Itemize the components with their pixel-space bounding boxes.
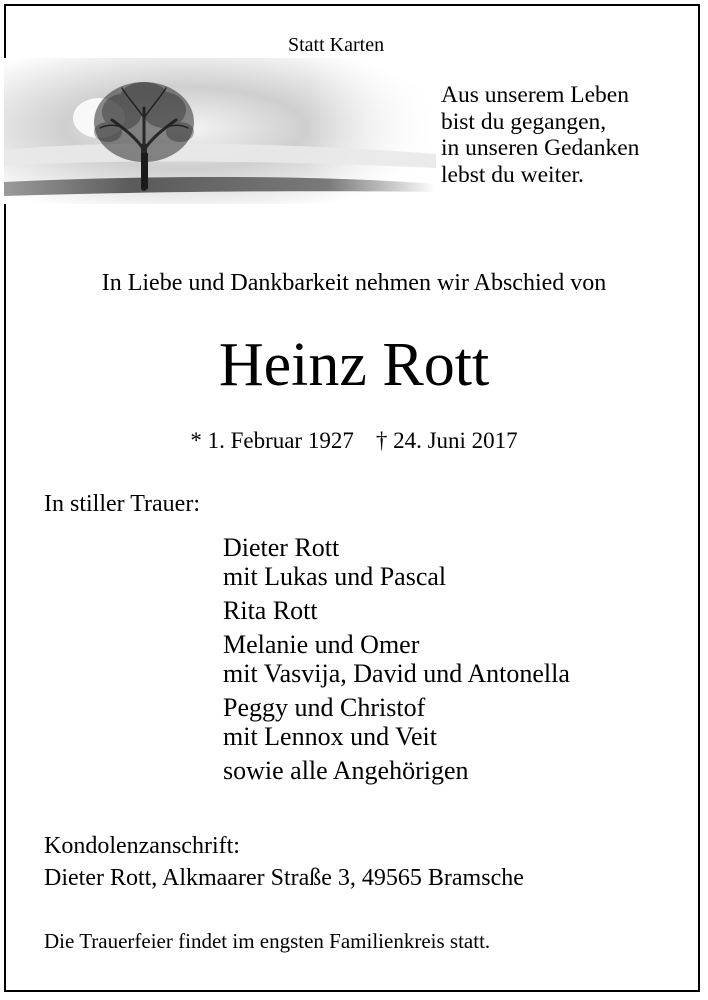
mourner-line: mit Lukas und Pascal [223,562,447,591]
tree-illustration [4,58,436,204]
motto-line: bist du gegangen, [441,108,607,135]
mourners-list [223,533,570,790]
mourning-title: In stiller Trauer: [44,491,200,517]
mourner-line: Melanie und Omer [223,630,420,659]
death-date: † 24. Juni 2017 [375,428,518,453]
life-dates [0,428,708,454]
deceased-name: Heinz Rott [218,331,490,399]
funeral-notice: Die Trauerfeier findet im engsten Familienkreis statt. [44,929,491,953]
mourner-line: mit Lennox und Veit [223,722,438,751]
mourner-line: mit Vasvija, David und Antonella [223,659,570,688]
birth-date: * 1. Februar 1927 [190,428,354,453]
mourner-group [223,596,570,625]
intro-text: In Liebe und Dankbarkeit nehmen wir Abschied von [101,270,607,296]
mourner-line: Dieter Rott [223,533,340,562]
condolence-title: Kondolenzanschrift: [44,833,240,859]
mourner-group [223,533,570,591]
mourner-line: Rita Rott [223,596,318,625]
mourner-group [223,693,570,751]
header-note: Statt Karten [288,34,385,56]
motto-line: in unseren Gedanken [441,135,640,161]
mourner-group [223,756,570,785]
mourner-line: sowie alle Angehörigen [223,756,469,785]
motto-line: Aus unserem Leben [441,82,629,108]
mourner-line: Peggy und Christof [223,693,426,722]
mourner-group [223,630,570,688]
motto-line: lebst du weiter. [441,161,584,188]
motto [441,82,639,188]
condolence-address: Dieter Rott, Alkmaarer Straße 3, 49565 Bramsche [44,865,524,891]
